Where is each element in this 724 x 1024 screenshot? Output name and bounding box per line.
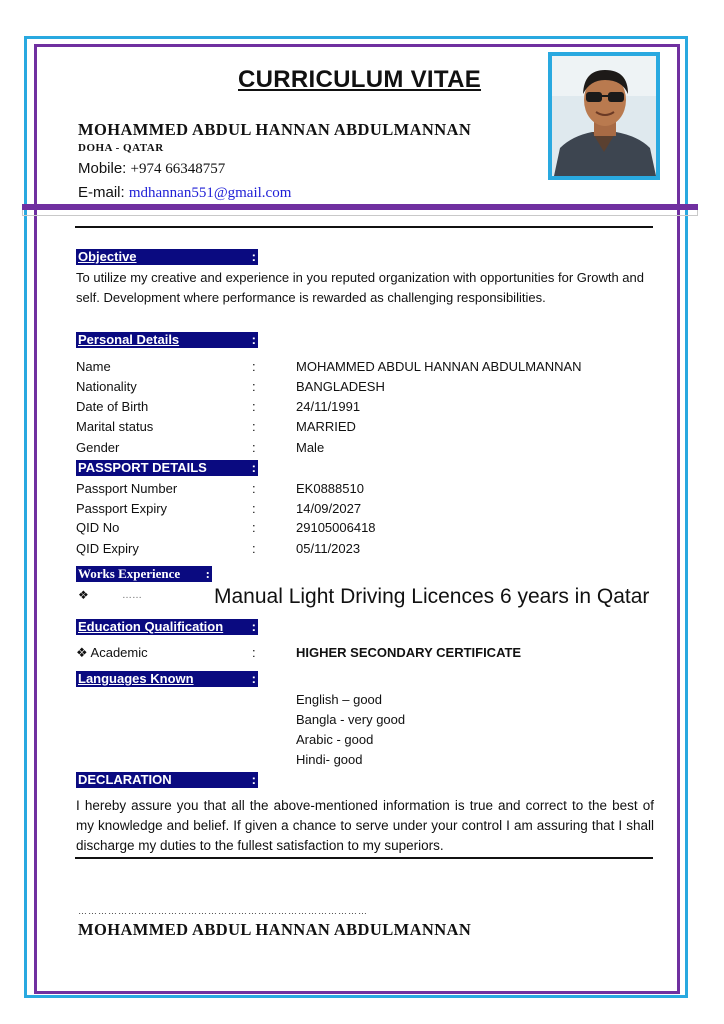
section-education	[76, 619, 258, 635]
work-filler-dots: ……	[122, 590, 142, 601]
mobile-line	[78, 160, 225, 178]
detail-key: Marital status	[76, 419, 154, 434]
section-objective-label: Objective	[78, 249, 137, 264]
detail-value: MOHAMMED ABDUL HANNAN ABDULMANNAN	[296, 359, 582, 374]
passport-row-expiry	[76, 499, 656, 519]
detail-key: Passport Number	[76, 481, 178, 496]
language-item: Arabic - good	[296, 732, 374, 747]
detail-colon: :	[252, 379, 256, 394]
candidate-name: MOHAMMED ABDUL HANNAN ABDULMANNAN	[78, 120, 472, 139]
detail-value: 05/11/2023	[296, 541, 361, 556]
detail-row-marital	[76, 417, 656, 437]
work-experience-item	[76, 584, 686, 610]
detail-row-dob	[76, 397, 656, 417]
mobile-number: +974 66348757	[130, 161, 226, 177]
header-rule	[75, 226, 653, 228]
detail-row-gender	[76, 438, 656, 458]
email-label: E-mail:	[78, 184, 125, 201]
detail-colon: :	[252, 501, 256, 516]
signature-name: MOHAMMED ABDUL HANNAN ABDULMANNAN	[78, 920, 472, 939]
work-experience-text: Manual Light Driving Licences 6 years in Qatar	[214, 585, 650, 608]
profile-photo-image	[552, 56, 656, 176]
email-link[interactable]: mdhannan551@gmail.com	[128, 185, 292, 201]
section-personal-label: Personal Details	[78, 332, 180, 347]
language-item: Hindi- good	[296, 752, 363, 767]
detail-colon: :	[252, 419, 256, 434]
detail-value: 29105006418	[296, 520, 376, 535]
detail-colon: :	[252, 440, 256, 455]
detail-colon: :	[252, 541, 256, 556]
section-passport-details	[76, 460, 258, 476]
detail-key: Gender	[76, 440, 120, 455]
section-languages-label: Languages Known	[78, 671, 194, 686]
header-divider-shadow	[22, 210, 698, 216]
section-objective	[76, 249, 258, 265]
passport-row-number	[76, 479, 656, 499]
detail-key: Name	[76, 359, 111, 374]
section-languages	[76, 671, 258, 687]
passport-row-qid-expiry	[76, 539, 656, 559]
detail-value: 14/09/2027	[296, 501, 362, 516]
section-colon: :	[251, 671, 256, 686]
language-item: Bangla - very good	[296, 712, 406, 727]
section-passport-label: PASSPORT DETAILS	[78, 460, 207, 475]
detail-value: MARRIED	[296, 419, 356, 434]
section-work-label: Works Experience	[78, 566, 181, 581]
passport-row-qid	[76, 518, 656, 538]
email-line	[78, 184, 291, 202]
section-personal-details	[76, 332, 258, 348]
detail-key: Nationality	[76, 379, 137, 394]
section-education-label: Education Qualification	[78, 619, 224, 634]
detail-colon: :	[252, 481, 256, 496]
declaration-rule	[75, 857, 653, 859]
detail-key: QID No	[76, 520, 120, 535]
profile-photo	[548, 52, 660, 180]
section-colon: :	[251, 249, 256, 264]
education-row-academic	[76, 643, 656, 663]
education-value: HIGHER SECONDARY CERTIFICATE	[296, 645, 522, 660]
detail-row-name	[76, 357, 656, 377]
detail-key: Passport Expiry	[76, 501, 168, 516]
section-colon: :	[251, 619, 256, 634]
signature-dotted-line: ……………………………………………………………………………	[78, 906, 368, 916]
detail-value: BANGLADESH	[296, 379, 385, 394]
detail-colon: :	[252, 359, 256, 374]
detail-key: QID Expiry	[76, 541, 139, 556]
section-colon: :	[251, 772, 256, 787]
detail-colon: :	[252, 520, 256, 535]
declaration-text: I hereby assure you that all the above-mentioned information is true and correct to the best of my knowledge and belief. If given a chance to serve under your control I am assuring that I shall discharge my duties to the fullest satisfaction to my superiors.	[76, 798, 654, 853]
objective-text: To utilize my creative and experience in you reputed organization with opportunities for Growth and self. Development where performance is rewarded as challenging responsibilities.	[76, 270, 644, 305]
education-key: ❖ Academic	[76, 645, 148, 660]
detail-key: Date of Birth	[76, 399, 149, 414]
detail-row-nationality	[76, 377, 656, 397]
section-declaration	[76, 772, 258, 788]
detail-value: EK0888510	[296, 481, 364, 496]
detail-colon: :	[252, 645, 256, 660]
detail-value: Male	[296, 440, 325, 455]
document-title: CURRICULUM VITAE	[238, 66, 482, 93]
language-item: English – good	[296, 692, 383, 707]
section-colon: :	[251, 460, 256, 475]
candidate-location: DOHA - QATAR	[78, 142, 164, 154]
detail-value: 24/11/1991	[296, 399, 361, 414]
mobile-label: Mobile:	[78, 160, 127, 177]
section-work-experience	[76, 566, 212, 582]
section-colon: :	[251, 332, 256, 347]
section-declaration-label: DECLARATION	[78, 772, 172, 787]
section-colon: :	[205, 566, 210, 581]
detail-colon: :	[252, 399, 256, 414]
diamond-bullet-icon: ❖	[78, 588, 89, 602]
